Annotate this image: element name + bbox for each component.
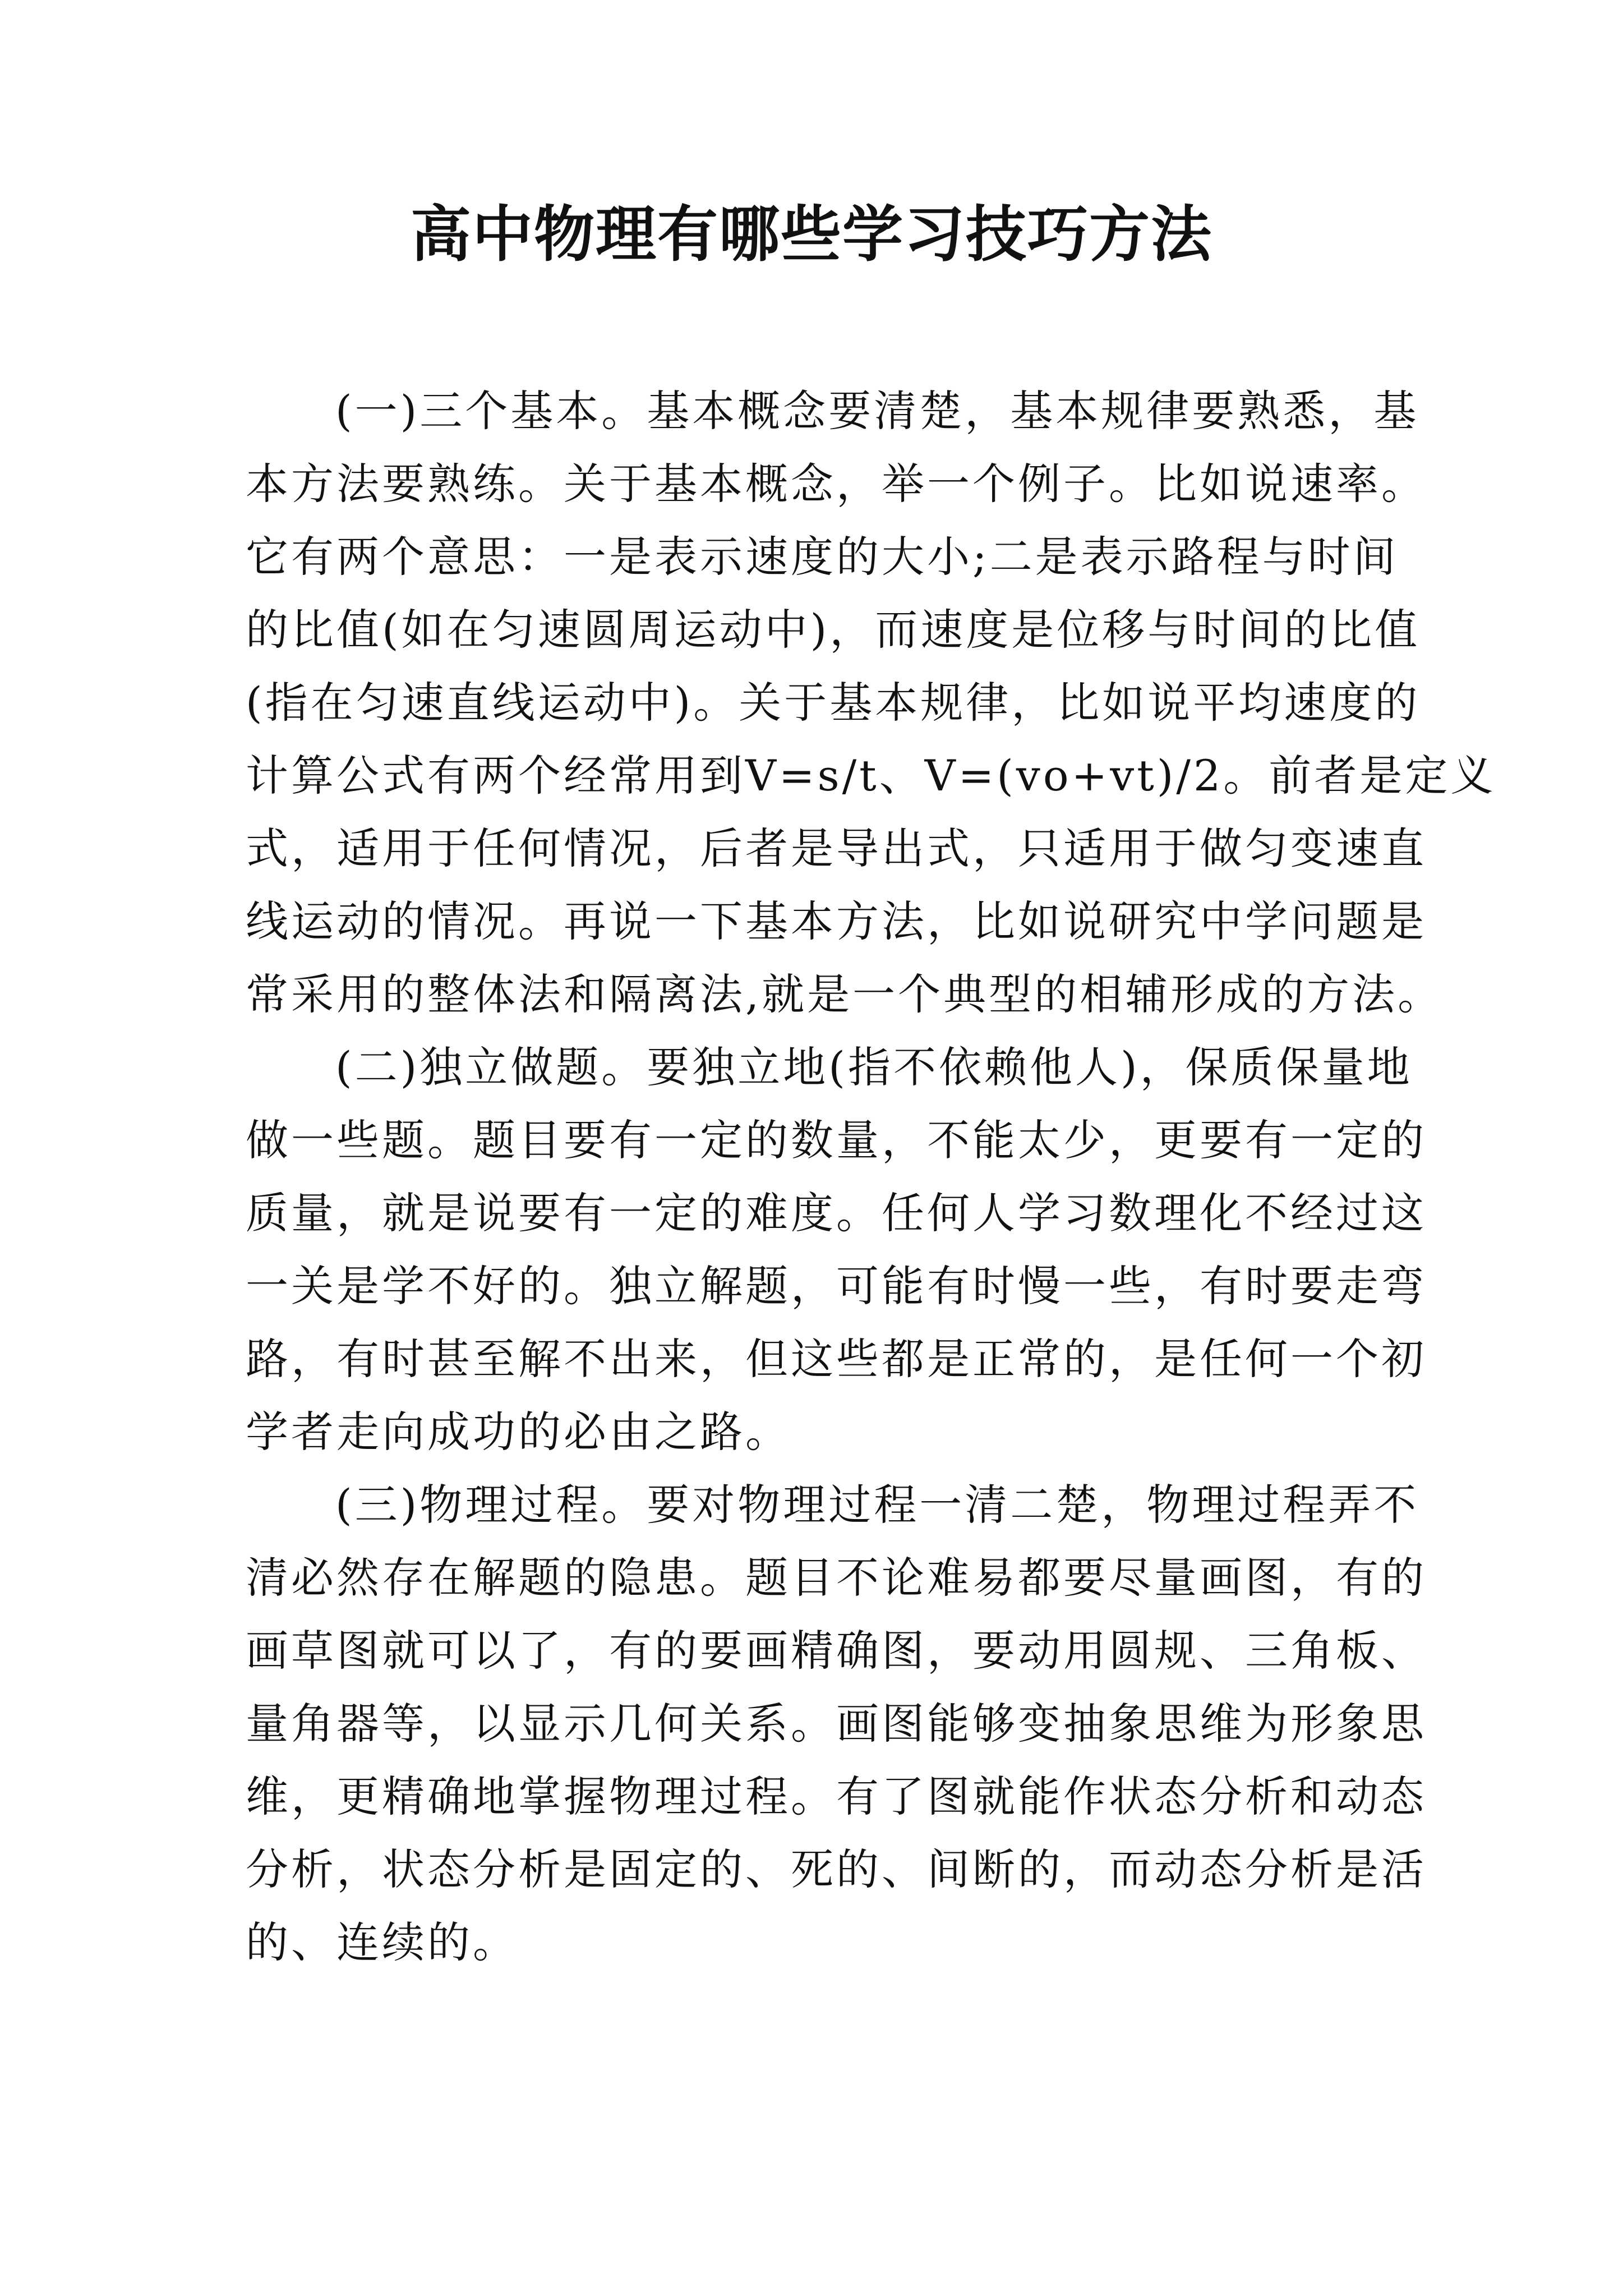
paragraph-1-line: 本方法要熟练。关于基本概念，举一个例子。比如说速率。 (246, 459, 1427, 509)
paragraph-1-line: 的比值(如在匀速圆周运动中)，而速度是位移与时间的比值 (246, 605, 1421, 655)
paragraph-3-line: 量角器等，以显示几何关系。画图能够变抽象思维为形象思 (246, 1699, 1427, 1749)
paragraph-1-line: 计算公式有两个经常用到V=s/t、V=(vo+vt)/2。前者是定义 (246, 751, 1496, 800)
paragraph-2-line: 质量，就是说要有一定的难度。任何人学习数理化不经过这 (246, 1188, 1427, 1238)
paragraph-3-line: (三)物理过程。要对物理过程一清二楚，物理过程弄不 (335, 1480, 1419, 1530)
paragraph-1-line: (指在匀速直线运动中)。关于基本规律，比如说平均速度的 (246, 678, 1421, 728)
paragraph-3-line: 清必然存在解题的隐患。题目不论难易都要尽量画图，有的 (246, 1553, 1427, 1603)
paragraph-3-line: 分析，状态分析是固定的、死的、间断的，而动态分析是活 (246, 1844, 1427, 1894)
paragraph-2-line: 一关是学不好的。独立解题，可能有时慢一些，有时要走弯 (246, 1261, 1427, 1311)
paragraph-2-line: (二)独立做题。要独立地(指不依赖他人)，保质保量地 (335, 1042, 1413, 1092)
paragraph-3-line: 的、连续的。 (246, 1917, 518, 1967)
paragraph-1-line: 线运动的情况。再说一下基本方法，比如说研究中学问题是 (246, 896, 1427, 946)
paragraph-2-line: 做一些题。题目要有一定的数量，不能太少，更要有一定的 (246, 1115, 1427, 1165)
document-body (246, 375, 1496, 1979)
paragraph-2-line: 学者走向成功的必由之路。 (246, 1407, 791, 1457)
document-title: 高中物理有哪些学习技巧方法 (410, 199, 1212, 270)
paragraph-1-line: 式，适用于任何情况，后者是导出式，只适用于做匀变速直 (246, 823, 1427, 873)
paragraph-2-line: 路，有时甚至解不出来，但这些都是正常的，是任何一个初 (246, 1334, 1427, 1384)
paragraph-1-line: (一)三个基本。基本概念要清楚，基本规律要熟悉，基 (335, 386, 1419, 436)
paragraph-1-line: 常采用的整体法和隔离法,就是一个典型的相辅形成的方法。 (246, 969, 1444, 1019)
paragraph-3-line: 画草图就可以了，有的要画精确图，要动用圆规、三角板、 (246, 1626, 1427, 1676)
paragraph-1-line: 它有两个意思：一是表示速度的大小;二是表示路程与时间 (246, 532, 1399, 582)
paragraph-3-line: 维，更精确地掌握物理过程。有了图就能作状态分析和动态 (246, 1772, 1427, 1821)
